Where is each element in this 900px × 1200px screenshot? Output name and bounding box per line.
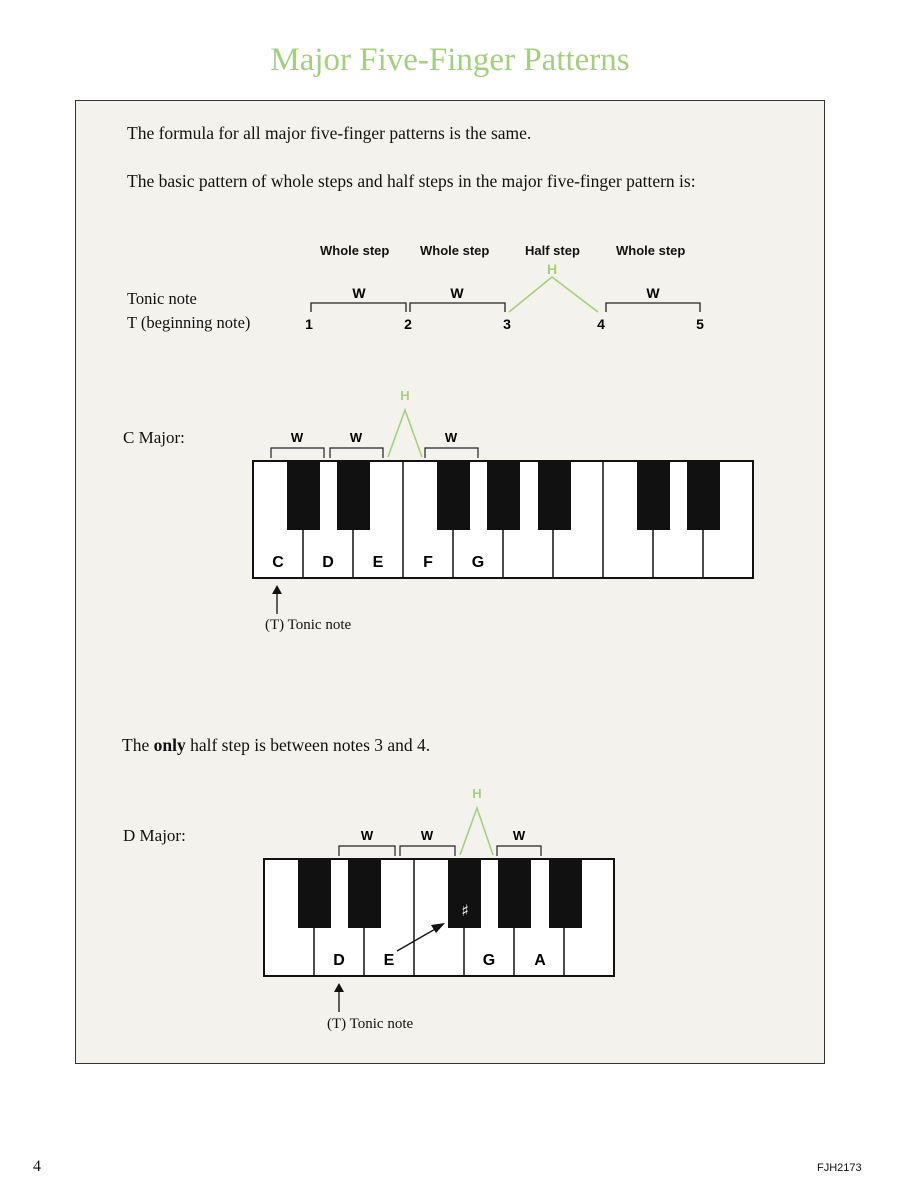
d-key-label-g: G — [482, 952, 496, 969]
pattern-number-1: 1 — [305, 316, 313, 332]
intro-line-1: The formula for all major five-finger patterns is the same. — [127, 123, 532, 143]
pattern-number-5: 5 — [696, 316, 704, 332]
d-key-label-d: D — [333, 952, 345, 969]
d-w-label-1: W — [360, 828, 374, 843]
pattern-number-3: 3 — [503, 316, 511, 332]
c-h-label: H — [400, 388, 410, 403]
step-symbol-4: W — [646, 285, 660, 301]
d-w-label-3: W — [512, 828, 526, 843]
d-key-label-e: E — [383, 952, 395, 969]
d-whole-bracket-3 — [497, 846, 541, 856]
d-half-step-caret — [460, 808, 493, 855]
c-key-label-f: F — [423, 554, 433, 571]
only-note-pre: The — [122, 735, 154, 755]
step-symbol-1: W — [352, 285, 366, 301]
c-w-label-3: W — [444, 430, 458, 445]
pattern-number-2: 2 — [404, 316, 412, 332]
catalog-code: FJH2173 — [817, 1162, 862, 1174]
tonic-beginning-label: T (beginning note) — [127, 313, 251, 332]
d-h-label: H — [472, 786, 482, 801]
step-name-4: Whole step — [616, 243, 686, 258]
d-whole-bracket-2 — [400, 846, 455, 856]
black-key — [348, 859, 381, 928]
step-symbol-3: H — [546, 261, 558, 277]
arrow-up-icon — [334, 983, 344, 992]
black-key — [549, 859, 582, 928]
only-note-post: half step is between notes 3 and 4. — [185, 735, 431, 755]
d-major-label: D Major: — [123, 826, 186, 845]
d-tonic-caption: (T) Tonic note — [327, 1016, 414, 1032]
c-w-label-2: W — [349, 430, 363, 445]
pattern-number-4: 4 — [597, 316, 605, 332]
step-name-3: Half step — [525, 243, 580, 258]
step-symbol-2: W — [450, 285, 464, 301]
step-name-1: Whole step — [320, 243, 390, 258]
c-key-label-e: E — [372, 554, 384, 571]
c-tonic-caption: (T) Tonic note — [265, 617, 352, 633]
only-note-bold: only — [153, 735, 186, 755]
c-key-label-g: G — [471, 554, 485, 571]
d-whole-bracket-1 — [339, 846, 395, 856]
d-key-label-a: A — [534, 952, 546, 969]
step-name-2: Whole step — [420, 243, 490, 258]
c-key-label-c: C — [272, 554, 284, 571]
d-w-label-2: W — [420, 828, 434, 843]
tonic-note-label: Tonic note — [127, 289, 197, 308]
black-key — [498, 859, 531, 928]
page-number: 4 — [33, 1158, 41, 1175]
c-major-label: C Major: — [123, 428, 185, 447]
c-key-label-d: D — [322, 554, 334, 571]
sharp-icon: ♯ — [461, 901, 469, 920]
page-title: Major Five-Finger Patterns — [270, 42, 630, 78]
black-key — [298, 859, 331, 928]
intro-line-2: The basic pattern of whole steps and half steps in the major five-finger pattern is: — [127, 171, 696, 191]
c-w-label-1: W — [290, 430, 304, 445]
